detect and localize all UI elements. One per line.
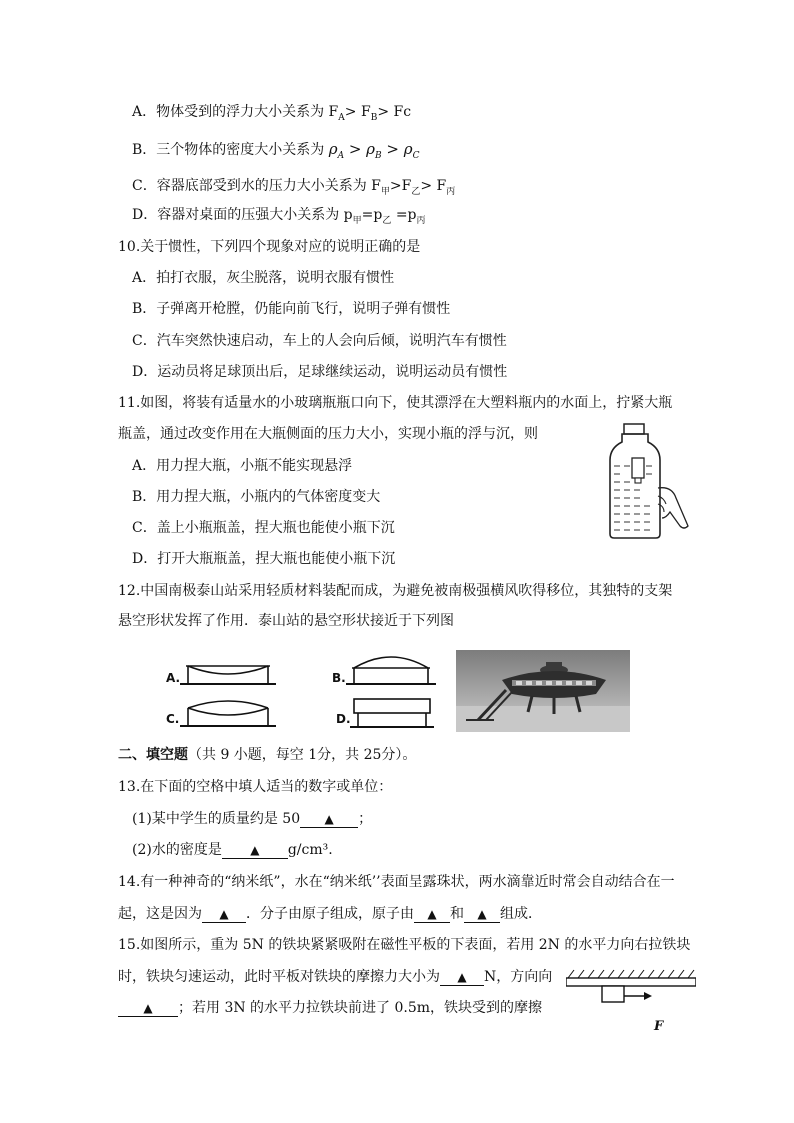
q9-option-a: A．物体受到的浮力大小关系为 $F_A> F_B> Fc$ (132, 104, 412, 123)
q10-option-c: C．汽车突然快速启动，车上的人会向后倾，说明汽车有惯性 (132, 333, 507, 349)
section2-heading: 二、填空题（共 9 小题，每空 1分，共 25分）。 (118, 747, 417, 763)
q10-option-d: D．运动员将足球顶出后，足球继续运动，说明运动员有惯性 (132, 364, 508, 380)
q15-line2: 时，铁块匀速运动，此时平板对铁块的摩擦力大小为 ▲ N，方向向 (118, 969, 553, 985)
q12-label-b: B. (332, 671, 346, 685)
q12-shape-a (180, 660, 276, 690)
q14-blank-1[interactable]: ▲ (202, 905, 246, 923)
q11-option-b: B．用力捏大瓶，小瓶内的气体密度变大 (132, 489, 381, 505)
q14-line2: 起，这是因为 ▲ ．分子由原子组成，原子由 ▲ 和 ▲ 组成． (118, 906, 542, 922)
q14-blank-3[interactable]: ▲ (464, 905, 500, 923)
q13-blank-1[interactable]: ▲ (300, 810, 358, 828)
q12-stem-line2: 悬空形状发挥了作用．泰山站的悬空形状接近于下列图 (118, 613, 454, 629)
q13-blank-2[interactable]: ▲ (222, 841, 288, 859)
q10-stem: 10.关于惯性，下列四个现象对应的说明正确的是 (118, 239, 421, 255)
q10-option-b: B．子弹离开枪膛，仍能向前飞行，说明子弹有惯性 (132, 301, 451, 317)
q13-sub2: (2)水的密度是 ▲ g/cm³. (132, 842, 333, 858)
bottle-figure (600, 422, 692, 540)
q13-sub1: (1)某中学生的质量约是 50 ▲ ； (132, 811, 373, 827)
q15-blank-1[interactable]: ▲ (440, 968, 484, 986)
q14-line1: 14.有一种神奇的“纳米纸”，水在“纳米纸’’表面呈露珠状，两水滴靠近时常会自动结合在一 (118, 874, 675, 890)
q12-shape-b (346, 648, 436, 690)
q15-blank-2[interactable]: ▲ (118, 999, 178, 1017)
q9-option-b: B．三个物体的密度大小关系为 $\rho_A > \rho_B > \rho_C$ (132, 140, 420, 161)
q15-line3: ▲ ；若用 3N 的水平力拉铁块前进了 0.5m，铁块受到的摩擦 (118, 998, 542, 1018)
q11-stem-line1: 11.如图，将装有适量水的小玻璃瓶瓶口向下，使其漂浮在大塑料瓶内的水面上，拧紧大瓶 (118, 395, 673, 411)
q12-stem-line1: 12.中国南极泰山站采用轻质材料装配而成，为避免被南极强横风吹得移位，其独特的支架 (118, 583, 673, 599)
q12-shape-c (180, 700, 276, 730)
q11-option-d: D．打开大瓶瓶盖，捏大瓶也能使小瓶下沉 (132, 551, 396, 567)
q13-stem: 13.在下面的空格中填人适当的数字或单位： (118, 779, 393, 795)
force-label-f: F (654, 1019, 664, 1034)
q9-option-c: C．容器底部受到水的压力大小关系为 $F_甲>F_乙> F_丙$ (132, 178, 456, 197)
q11-option-a: A．用力捏大瓶，小瓶不能实现悬浮 (132, 458, 353, 474)
q15-line1: 15.如图所示，重为 5N 的铁块紧紧吸附在磁性平板的下表面，若用 2N 的水平力向右拉铁块 (118, 937, 691, 953)
q10-option-a: A．拍打衣服，灰尘脱落，说明衣服有惯性 (132, 270, 395, 286)
q12-label-d: D. (336, 712, 351, 726)
q11-stem-line2: 瓶盖，通过改变作用在大瓶侧面的压力大小，实现小瓶的浮与沉，则 (118, 426, 538, 442)
q12-label-a: A. (166, 671, 181, 685)
q9-option-d: D．容器对桌面的压强大小关系为 $p_甲=p_乙 =p_丙$ (132, 207, 426, 226)
magnetic-plate-figure (566, 968, 696, 1012)
q12-shape-d (350, 695, 434, 731)
q12-label-c: C. (166, 712, 180, 726)
q11-option-c: C．盖上小瓶瓶盖，捏大瓶也能使小瓶下沉 (132, 520, 395, 536)
taishan-station-photo (456, 650, 630, 732)
q14-blank-2[interactable]: ▲ (414, 905, 450, 923)
